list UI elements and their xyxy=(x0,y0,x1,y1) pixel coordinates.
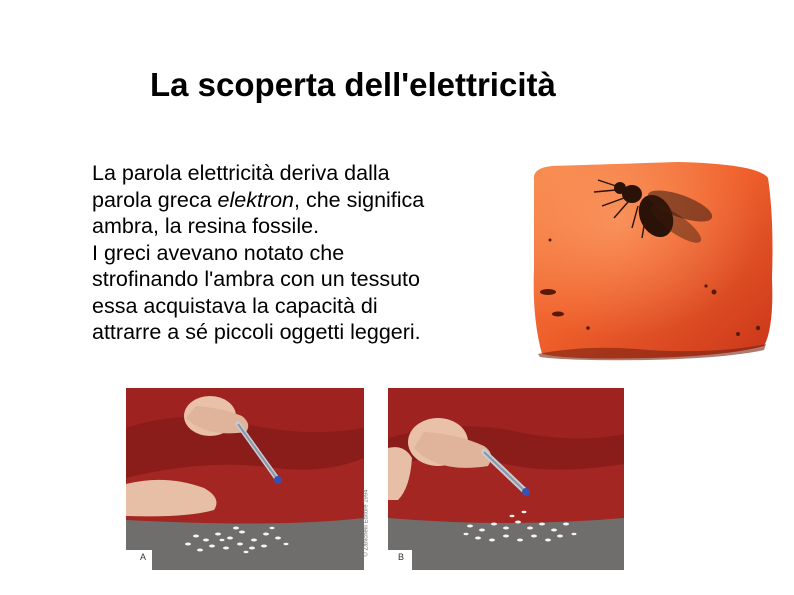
elektron-word: elektron xyxy=(217,187,294,212)
photo-credit xyxy=(365,480,387,570)
body-line-2-pre: parola greca xyxy=(92,187,218,212)
amber-fossil-image xyxy=(528,158,776,362)
photo-b-label: B xyxy=(398,552,405,562)
body-text xyxy=(92,160,532,346)
body-line-7: attrarre a sé piccoli oggetti leggeri. xyxy=(92,320,421,344)
body-line-5: strofinando l'ambra con un tessuto xyxy=(92,267,420,291)
body-line-2 xyxy=(92,187,532,214)
body-line-2-post: , che significa xyxy=(294,187,425,212)
slide-title: La scoperta dell'elettricità xyxy=(150,66,556,103)
photo-credit-text: © Zanichelli Editore 1994 xyxy=(363,489,370,557)
photo-a-label: A xyxy=(140,552,147,562)
experiment-photo-b xyxy=(388,388,624,570)
experiment-photo-a xyxy=(126,388,364,570)
body-line-4: I greci avevano notato che xyxy=(92,240,345,265)
body-line-1: La parola elettricità deriva dalla xyxy=(92,161,390,185)
body-line-3: ambra, la resina fossile. xyxy=(92,214,320,238)
body-line-6: essa acquistava la capacità di xyxy=(92,293,378,318)
